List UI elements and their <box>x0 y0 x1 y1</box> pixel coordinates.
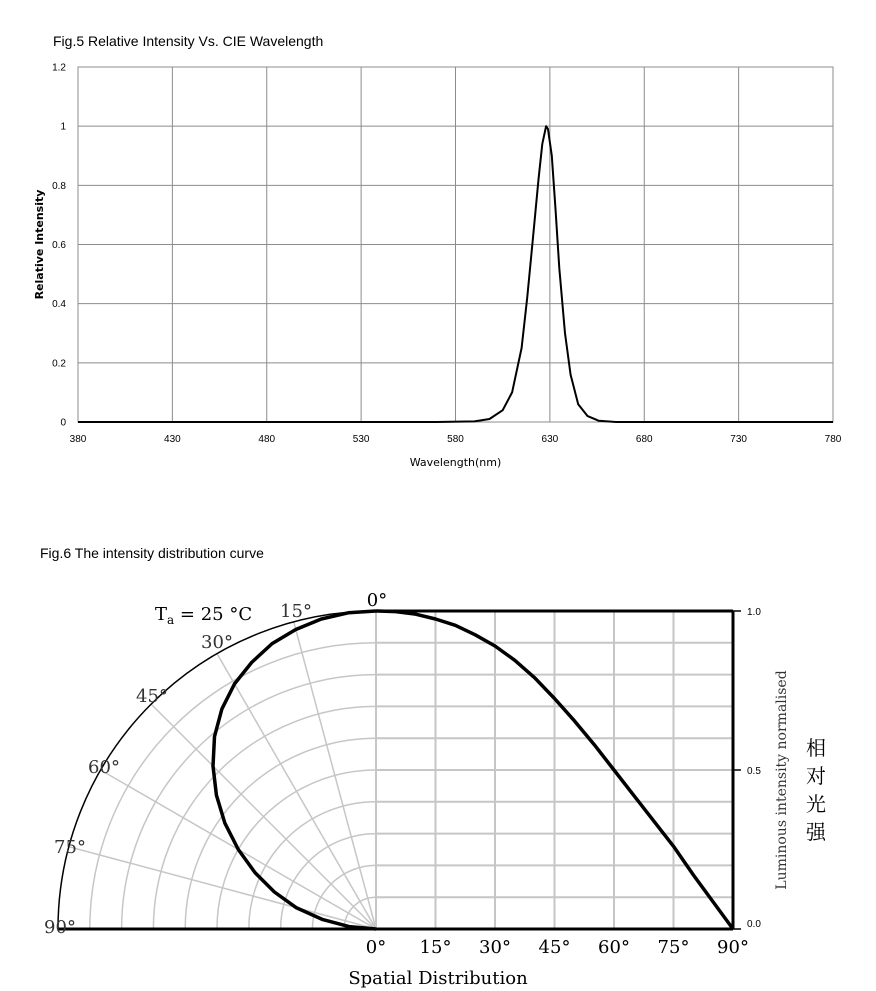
y-tick-label: 0.6 <box>52 240 66 251</box>
x-tick-label: 580 <box>447 434 464 445</box>
x-tick-label: 530 <box>352 434 370 445</box>
polar-angle-label: 75° <box>54 837 86 858</box>
x-tick-label: 75° <box>657 937 690 958</box>
polar-angle-label: 0° <box>366 590 388 611</box>
y-tick-label: 0.4 <box>52 299 66 311</box>
y-tick-label: 1 <box>60 121 66 133</box>
polar-angle-label: 90° <box>44 917 76 938</box>
x-tick-label: 780 <box>824 434 842 445</box>
x-tick-label: 680 <box>635 434 653 445</box>
y-axis-title-cn-char: 相 <box>806 736 826 760</box>
y-axis-title-cn-char: 光 <box>806 792 826 816</box>
polar-angle-label: 60° <box>88 757 120 778</box>
x-tick-label: 15° <box>419 937 452 958</box>
y-tick-label: 0.8 <box>52 180 66 192</box>
x-axis-title: Spatial Distribution <box>348 968 528 989</box>
x-tick-label: 30° <box>479 937 511 958</box>
y-axis-title-cn-char: 强 <box>806 820 826 844</box>
x-tick-label: 0° <box>365 937 387 958</box>
x-tick-label: 480 <box>258 434 276 445</box>
polar-angle-label: 45° <box>136 686 168 707</box>
polar-radial-line <box>69 847 376 929</box>
x-tick-label: 45° <box>538 937 571 958</box>
y-axis-title: Luminous intensity normalised <box>774 670 790 890</box>
y-tick-label: 1.2 <box>52 62 66 74</box>
fig6-title: Fig.6 The intensity distribution curve <box>40 545 264 561</box>
x-tick-label: 730 <box>730 434 747 445</box>
y-axis-title-cn-char: 对 <box>806 764 826 788</box>
y-tick-label: 0.5 <box>747 766 761 777</box>
x-axis-title: Wavelength(nm) <box>409 456 502 469</box>
y-tick-label: 1.0 <box>747 607 761 618</box>
polar-angle-label: 30° <box>201 632 233 653</box>
polar-radial-line <box>294 622 376 929</box>
temperature-condition-label: $T_a = 25$ °C <box>155 604 253 627</box>
y-axis-title: Relative Intensity <box>33 189 46 300</box>
y-tick-label: 0.2 <box>52 358 66 370</box>
x-tick-label: 60° <box>598 937 630 958</box>
polar-radial-line <box>151 704 376 929</box>
x-tick-label: 380 <box>69 434 87 445</box>
y-tick-label: 0 <box>60 417 66 429</box>
fig5-title: Fig.5 Relative Intensity Vs. CIE Wavelength <box>53 33 324 49</box>
x-tick-label: 430 <box>164 434 181 445</box>
x-tick-label: 90° <box>717 937 749 958</box>
y-tick-label: 0.0 <box>747 919 761 930</box>
polar-radial-line <box>217 654 376 929</box>
polar-angle-label: 15° <box>280 601 312 622</box>
x-tick-label: 630 <box>541 434 559 445</box>
